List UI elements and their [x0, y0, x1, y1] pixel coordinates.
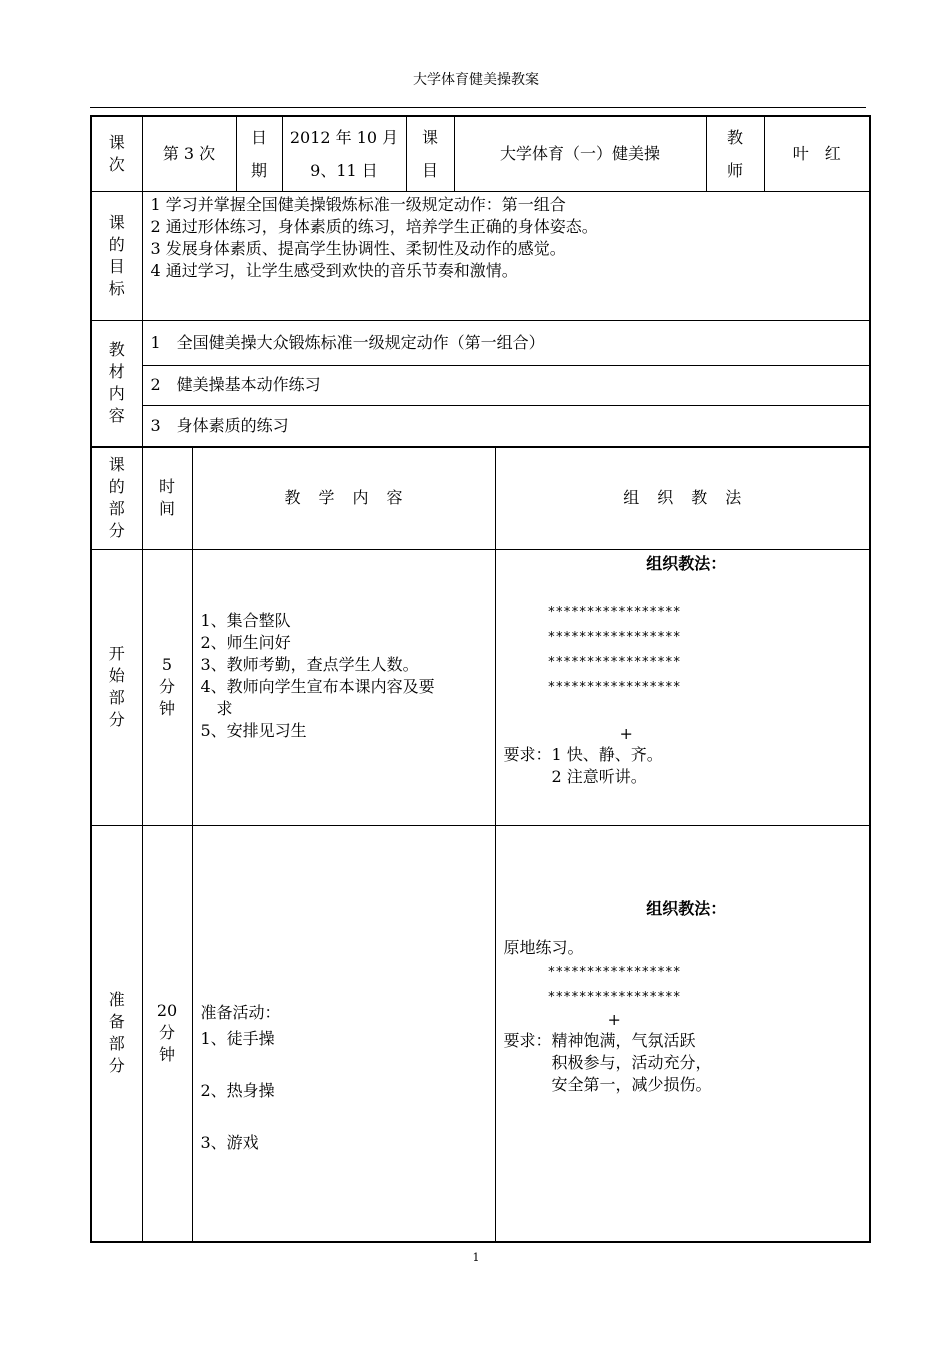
section-content: [192, 549, 495, 825]
content-line: 1、徒手操: [200, 1028, 275, 1048]
content-line: 5、安排见习生: [200, 720, 307, 740]
requirement-line: 积极参与，活动充分，: [503, 1052, 712, 1072]
header-rule: [90, 107, 866, 108]
materials-label: 教 材 内 容: [91, 320, 142, 447]
content-line: [201, 1104, 495, 1130]
section-method: [495, 825, 870, 1242]
formation-row: *****************: [547, 604, 681, 620]
content-line: 求: [200, 698, 233, 718]
formation-row: *****************: [547, 964, 681, 980]
content-line: [201, 1052, 495, 1078]
page-number: 1: [472, 1251, 480, 1264]
course-label: 课 目: [406, 116, 454, 191]
part-column-header: 课 的 部 分: [91, 447, 142, 549]
course-value: 大学体育（一）健美操: [454, 116, 706, 191]
objectives-list: [142, 191, 870, 320]
teacher-value: 叶 红: [764, 116, 870, 191]
section-time: 20 分 钟: [142, 825, 192, 1242]
section-time: 5 分 钟: [142, 549, 192, 825]
requirement-line: 要求：精神饱满，气氛活跃: [503, 1030, 696, 1050]
method-intro: 原地练习。: [503, 937, 584, 957]
teacher-label: 教 师: [706, 116, 764, 191]
section-part-label: 开 始 部 分: [91, 549, 142, 825]
section-method: [495, 549, 870, 825]
teacher-position-marker: +: [619, 723, 633, 743]
teacher-position-marker: +: [607, 1009, 621, 1029]
requirement-line: 安全第一，减少损伤。: [503, 1074, 712, 1094]
content-line: 3、教师考勤，查点学生人数。: [200, 654, 419, 674]
material-item: 3 身体素质的练习: [142, 405, 870, 447]
document-header: 大学体育健美操教案: [413, 72, 539, 88]
objective-item: 4 通过学习，让学生感受到欢快的音乐节奏和激情。: [150, 260, 518, 280]
lesson-number-value: 第 3 次: [142, 116, 236, 191]
content-line: 3、游戏: [200, 1132, 259, 1152]
time-column-header: 时 间: [142, 447, 192, 549]
section-content: [192, 825, 495, 1242]
method-column-header: 组 织 教 法: [495, 447, 870, 549]
requirement-line: 要求：1 快、静、齐。: [503, 744, 663, 764]
requirement-line: 2 注意听讲。: [503, 766, 647, 786]
content-line: 1、集合整队: [200, 610, 291, 630]
formation-row: *****************: [547, 654, 681, 670]
formation-row: *****************: [547, 679, 681, 695]
formation-diagram: [504, 600, 870, 744]
date-value: 2012 年 10 月 9、11 日: [282, 116, 406, 191]
objective-item: 3 发展身体素质、提高学生协调性、柔韧性及动作的感觉。: [150, 238, 566, 258]
section-row-prepare: [91, 825, 870, 1242]
section-part-label: 准 备 部 分: [91, 825, 142, 1242]
date-label: 日 期: [236, 116, 282, 191]
content-line: 2、热身操: [200, 1080, 275, 1100]
lesson-number-label: 课 次: [91, 116, 142, 191]
lesson-plan-table: [90, 446, 871, 1243]
material-item: 2 健美操基本动作练习: [142, 365, 870, 405]
objectives-label: 课 的 目 标: [91, 191, 142, 320]
formation-diagram: [504, 960, 870, 1030]
method-title: 组织教法：: [646, 553, 727, 573]
content-column-header: 教 学 内 容: [192, 447, 495, 549]
section-row-start: [91, 549, 870, 825]
material-item: 1 全国健美操大众锻炼标准一级规定动作（第一组合）: [142, 320, 870, 365]
formation-row: *****************: [547, 629, 681, 645]
lesson-info-table: [90, 115, 871, 448]
method-title: 组织教法：: [646, 898, 727, 918]
content-line: 准备活动：: [200, 1002, 281, 1022]
content-line: 4、教师向学生宣布本课内容及要: [200, 676, 435, 696]
objective-item: 1 学习并掌握全国健美操锻炼标准一级规定动作：第一组合: [150, 194, 566, 214]
content-line: 2、师生问好: [200, 632, 291, 652]
formation-row: *****************: [547, 989, 681, 1005]
objective-item: 2 通过形体练习，身体素质的练习，培养学生正确的身体姿态。: [150, 216, 598, 236]
